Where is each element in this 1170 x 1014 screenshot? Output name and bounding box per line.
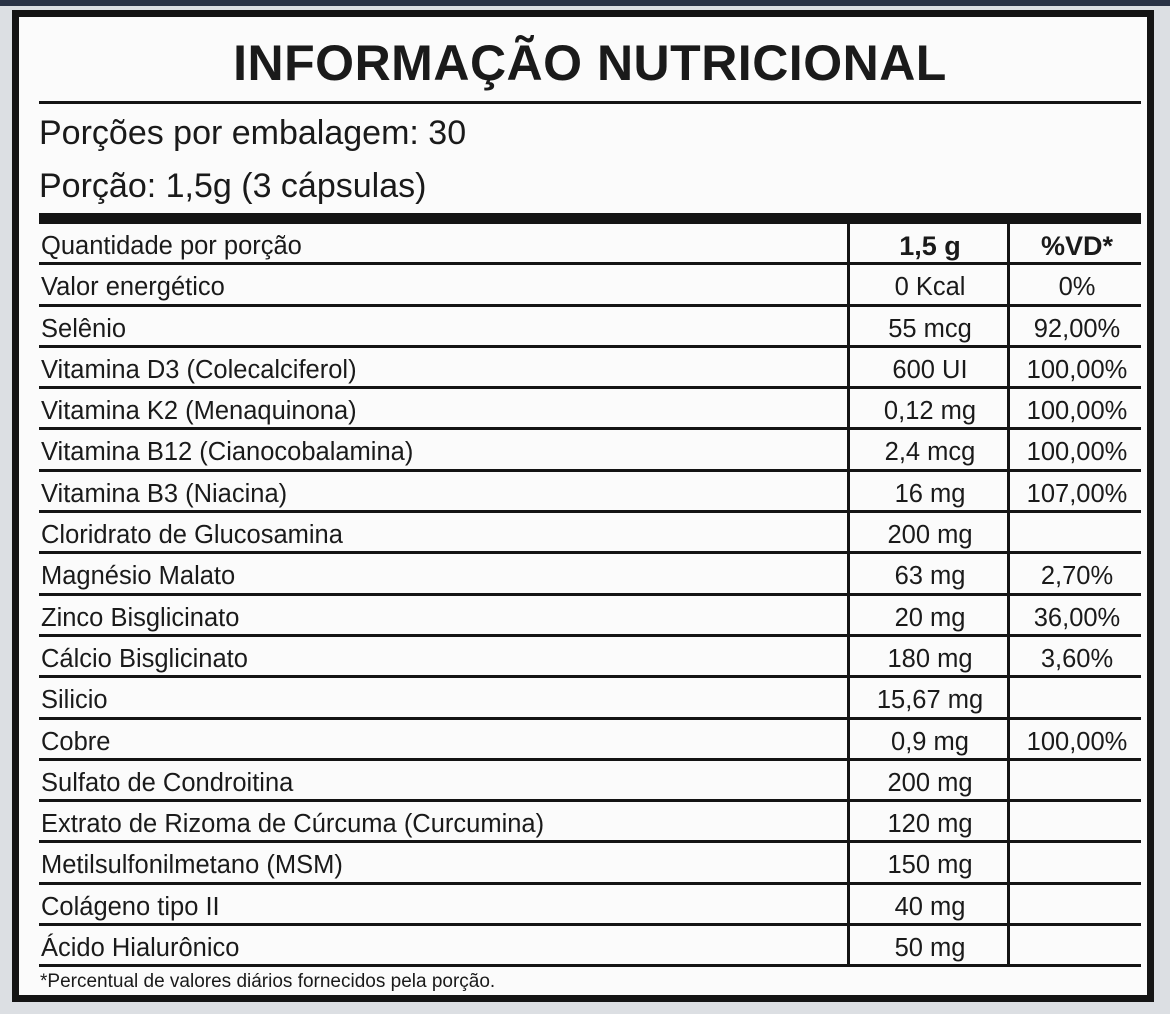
nutrient-dv: 92,00% <box>1007 307 1144 348</box>
table-row <box>39 513 1141 554</box>
table-row <box>39 678 1141 719</box>
nutrient-name: Zinco Bisglicinato <box>41 603 240 632</box>
nutrient-dv: 2,70% <box>1007 554 1144 595</box>
nutrition-table <box>39 224 1141 967</box>
header-amount: 1,5 g <box>847 224 1010 265</box>
table-row <box>39 472 1141 513</box>
nutrient-dv: 100,00% <box>1007 348 1144 389</box>
nutrient-amount: 55 mcg <box>847 307 1010 348</box>
nutrient-amount: 20 mg <box>847 596 1010 637</box>
nutrient-amount: 0 Kcal <box>847 265 1010 306</box>
table-row <box>39 637 1141 678</box>
table-row <box>39 761 1141 802</box>
table-row <box>39 926 1141 967</box>
nutrient-amount: 2,4 mcg <box>847 430 1010 471</box>
table-row <box>39 596 1141 637</box>
nutrient-dv <box>1007 802 1144 843</box>
table-row <box>39 802 1141 843</box>
nutrient-dv: 36,00% <box>1007 596 1144 637</box>
header-name: Quantidade por porção <box>41 232 302 260</box>
nutrient-name: Vitamina B12 (Cianocobalamina) <box>41 438 414 467</box>
nutrient-amount: 0,12 mg <box>847 389 1010 430</box>
table-row <box>39 348 1141 389</box>
nutrient-dv <box>1007 761 1144 802</box>
nutrient-dv <box>1007 885 1144 926</box>
nutrient-name: Magnésio Malato <box>41 562 236 591</box>
nutrient-amount: 200 mg <box>847 513 1010 554</box>
serving-size: Porção: 1,5g (3 cápsulas) <box>39 167 427 205</box>
servings-per-package: Porções por embalagem: 30 <box>39 114 467 152</box>
table-row <box>39 554 1141 595</box>
nutrient-dv <box>1007 843 1144 884</box>
nutrient-name: Vitamina K2 (Menaquinona) <box>41 397 357 426</box>
nutrient-name: Vitamina B3 (Niacina) <box>41 479 288 508</box>
nutrient-amount: 200 mg <box>847 761 1010 802</box>
table-row <box>39 307 1141 348</box>
top-strip <box>0 0 1170 6</box>
nutrient-name: Cálcio Bisglicinato <box>41 644 248 673</box>
nutrient-dv: 100,00% <box>1007 430 1144 471</box>
nutrient-amount: 40 mg <box>847 885 1010 926</box>
nutrient-dv <box>1007 678 1144 719</box>
panel-title: INFORMAÇÃO NUTRICIONAL <box>233 35 947 91</box>
nutrient-name: Cobre <box>41 727 111 756</box>
nutrient-dv: 100,00% <box>1007 720 1144 761</box>
table-header-row <box>39 224 1141 265</box>
nutrient-name: Colágeno tipo II <box>41 892 220 921</box>
nutrient-amount: 180 mg <box>847 637 1010 678</box>
nutrient-name: Ácido Hialurônico <box>41 934 240 963</box>
nutrient-dv: 3,60% <box>1007 637 1144 678</box>
table-row <box>39 389 1141 430</box>
thick-divider-rule <box>39 213 1141 224</box>
nutrient-amount: 0,9 mg <box>847 720 1010 761</box>
nutrient-name: Extrato de Rizoma de Cúrcuma (Curcumina) <box>41 810 545 839</box>
nutrient-name: Vitamina D3 (Colecalciferol) <box>41 355 357 384</box>
table-row <box>39 720 1141 761</box>
nutrient-dv: 107,00% <box>1007 472 1144 513</box>
nutrient-amount: 63 mg <box>847 554 1010 595</box>
nutrient-amount: 120 mg <box>847 802 1010 843</box>
nutrient-dv: 0% <box>1007 265 1144 306</box>
nutrient-name: Selênio <box>41 314 127 343</box>
nutrient-name: Silicio <box>41 686 108 715</box>
nutrient-amount: 600 UI <box>847 348 1010 389</box>
header-dv: %VD* <box>1007 224 1144 265</box>
table-row <box>39 265 1141 306</box>
nutrition-facts-panel <box>12 10 1154 1002</box>
table-row <box>39 843 1141 884</box>
footnote: *Percentual de valores diários fornecidos pela porção. <box>40 971 496 992</box>
nutrient-amount: 150 mg <box>847 843 1010 884</box>
nutrient-amount: 15,67 mg <box>847 678 1010 719</box>
nutrient-name: Metilsulfonilmetano (MSM) <box>41 851 343 880</box>
table-row <box>39 430 1141 471</box>
nutrient-dv <box>1007 513 1144 554</box>
divider-rule <box>39 101 1141 104</box>
table-row <box>39 885 1141 926</box>
nutrient-amount: 50 mg <box>847 926 1010 967</box>
nutrient-amount: 16 mg <box>847 472 1010 513</box>
nutrient-name: Cloridrato de Glucosamina <box>41 521 343 550</box>
nutrient-name: Valor energético <box>41 273 225 302</box>
nutrient-name: Sulfato de Condroitina <box>41 768 294 797</box>
nutrient-dv: 100,00% <box>1007 389 1144 430</box>
nutrient-dv <box>1007 926 1144 967</box>
